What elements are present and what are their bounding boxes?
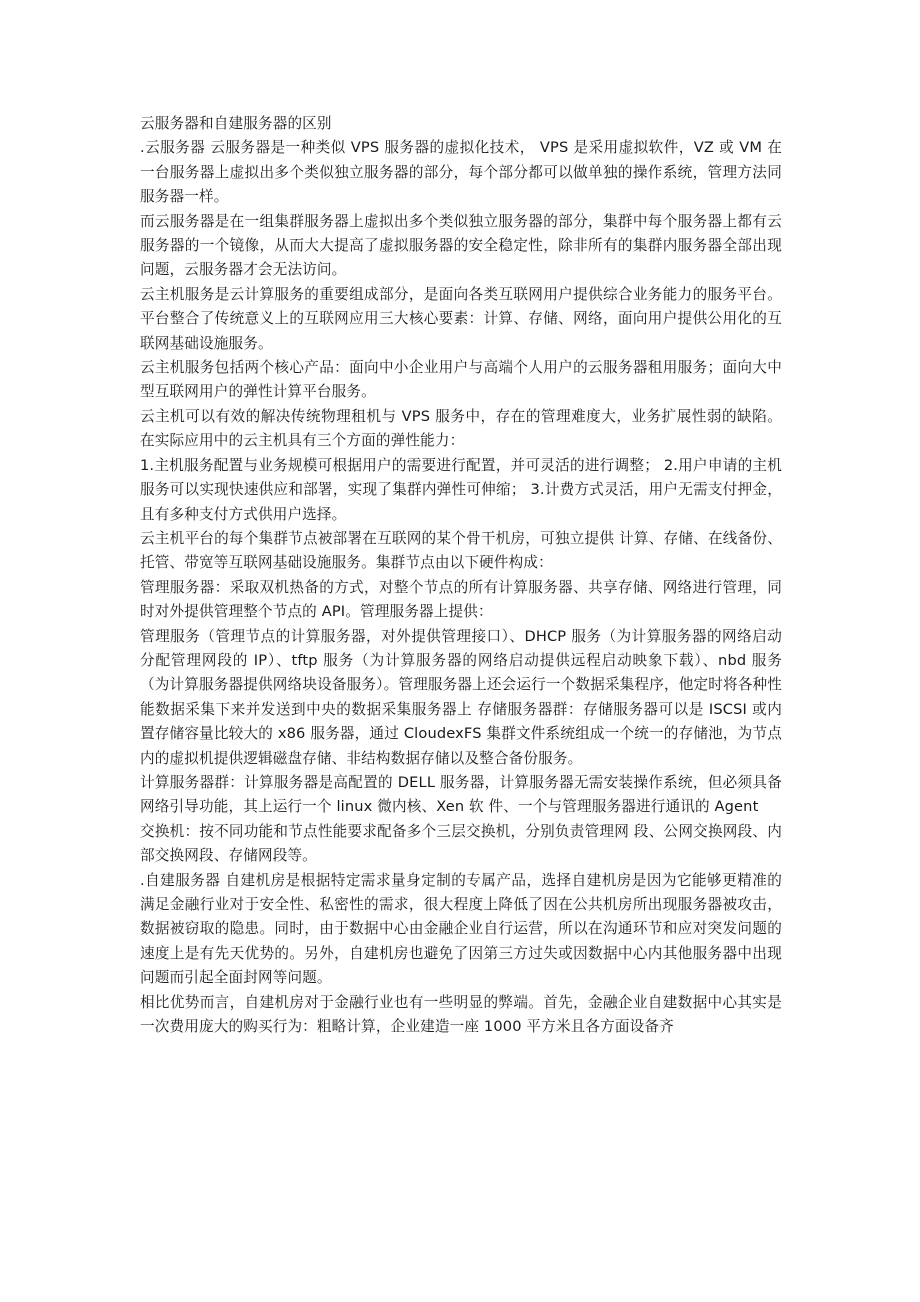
- paragraph-management-server: 管理服务器：采取双机热备的方式，对整个节点的所有计算服务器、共享存储、网络进行管理，同时对外提供管理整个节点的 API。管理服务器上提供：: [140, 578, 782, 621]
- paragraph-cloud-server-cluster: 而云服务器是在一组集群服务器上虚拟出多个类似独立服务器的部分，集群中每个服务器上都有云服务器的一个镜像，从而大大提高了虚拟服务器的安全稳定性，除非所有的集群内服务器全部出现问题，云服务器才会无法访问。: [140, 212, 782, 279]
- paragraph-elasticity-list: 1.主机服务配置与业务规模可根据用户的需要进行配置，并可灵活的进行调整； 2.用户申请的主机服务可以实现快速供应和部署，实现了集群内弹性可伸缩； 3.计费方式灵活，用户无需支付押金，且有多种支付方式供用户选择。: [140, 456, 782, 523]
- paragraph-core-products: 云主机服务包括两个核心产品：面向中小企业用户与高端个人用户的云服务器租用服务；面向大中型互联网用户的弹性计算平台服务。: [140, 359, 782, 401]
- paragraph-self-built-drawbacks: 相比优势而言，自建机房对于金融行业也有一些明显的弊端。首先，金融企业自建数据中心其实是一次费用庞大的购买行为：粗略计算，企业建造一座 1000 平方米且各方面设备齐: [140, 993, 782, 1036]
- paragraph-management-services: 管理服务（管理节点的计算服务器，对外提供管理接口）、DHCP 服务（为计算服务器的网络启动分配管理网段的 IP）、tftp 服务（为计算服务器的网络启动提供远程启动映象下载）、nbd 服务（为计算服务器提供网络块设备服务）。管理服务器上还会运行一个数据采集程序，他定时将各种性能数据采集下来并发送到中央的数据采集服务器上 存储服务器群：存储服务器可以是 ISCSI 或内置存储容量比较大的 x86 服务器，通过 CloudexFS 集群文件系统组成一个统一的存储池，为节点内的虚拟机提供逻辑磁盘存储、非结构数据存储以及整合备份服务。: [140, 627, 782, 767]
- document-body: [140, 112, 782, 1039]
- paragraph-compute-servers: 计算服务器群：计算服务器是高配置的 DELL 服务器，计算服务器无需安装操作系统，但必须具备网络引导功能，其上运行一个 linux 微内核、Xen 软 件、一个与管理服务器进行通讯的 Agent: [140, 773, 782, 816]
- document-title: 云服务器和自建服务器的区别: [140, 115, 332, 132]
- paragraph-cloud-host-service: 云主机服务是云计算服务的重要组成部分，是面向各类互联网用户提供综合业务能力的服务平台。平台整合了传统意义上的互联网应用三大核心要素：计算、存储、网络，面向用户提供公用化的互联网基础设施服务。: [140, 285, 782, 352]
- paragraph-self-built-server: .自建服务器 自建机房是根据特定需求量身定制的专属产品，选择自建机房是因为它能够更精准的满足金融行业对于安全性、私密性的需求，很大程度上降低了因在公共机房所出现服务器被攻击，数据被窃取的隐患。同时，由于数据中心由金融企业自行运营，所以在沟通环节和应对突发问题的速度上是有先天优势的。另外，自建机房也避免了因第三方过失或因数据中心内其他服务器中出现问题而引起全面封网等问题。: [140, 871, 782, 987]
- paragraph-cluster-nodes: 云主机平台的每个集群节点被部署在互联网的某个骨干机房，可独立提供 计算、存储、在线备份、托管、带宽等互联网基础设施服务。集群节点由以下硬件构成：: [140, 529, 782, 572]
- paragraph-cloud-server-intro: .云服务器 云服务器是一种类似 VPS 服务器的虚拟化技术， VPS 是采用虚拟软件，VZ 或 VM 在一台服务器上虚拟出多个类似独立服务器的部分，每个部分都可以做单独的操作系统，管理方法同服务器一样。: [140, 139, 782, 206]
- paragraph-switches: 交换机：按不同功能和节点性能要求配备多个三层交换机，分别负责管理网 段、公网交换网段、内部交换网段、存储网段等。: [140, 822, 782, 865]
- paragraph-elasticity: 云主机可以有效的解决传统物理租机与 VPS 服务中，存在的管理难度大，业务扩展性弱的缺陷。在实际应用中的云主机具有三个方面的弹性能力：: [140, 407, 782, 450]
